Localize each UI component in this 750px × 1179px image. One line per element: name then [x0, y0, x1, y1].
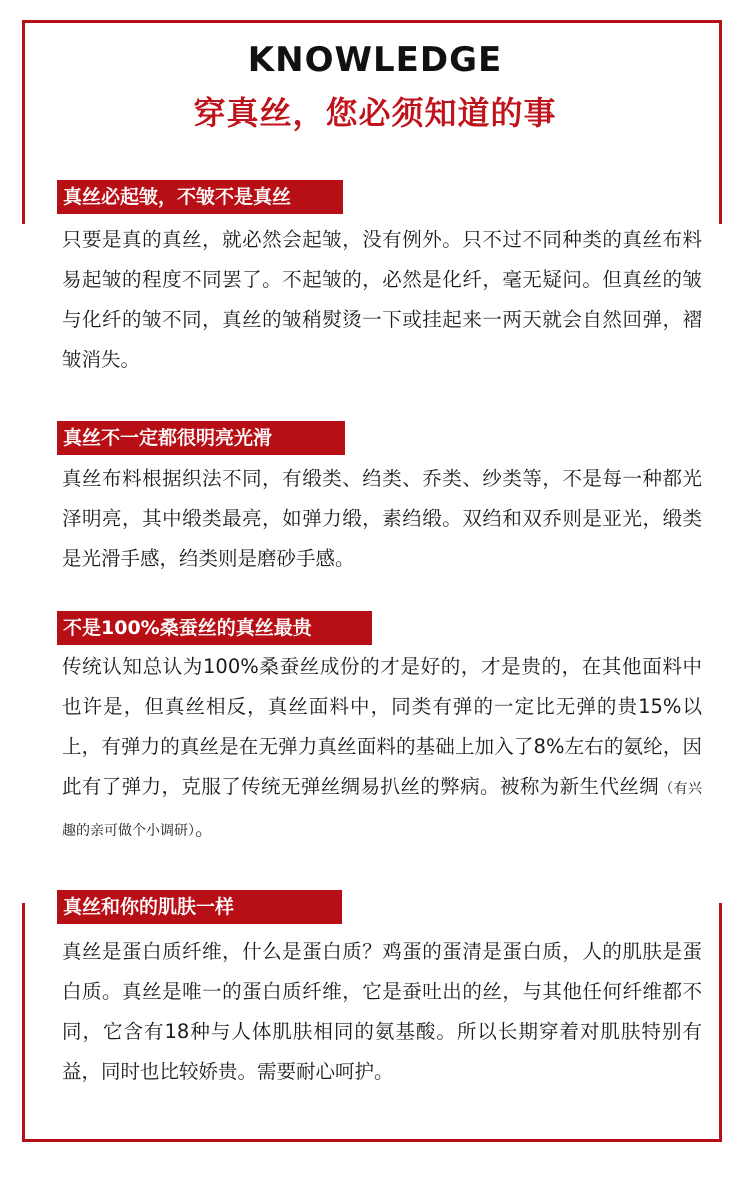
- page-title-chinese: 穿真丝，您必须知道的事: [193, 94, 557, 132]
- section-3-note: （有兴趣的亲可做个小调研）: [62, 781, 702, 839]
- section-3-label: 不是100%桑蚕丝的真丝最贵: [57, 611, 372, 645]
- frame-top-border: [22, 20, 722, 23]
- section-3-end-punctuation: 。: [195, 817, 215, 840]
- section-2-text: 真丝布料根据织法不同，有缎类、绉类、乔类、纱类等，不是每一种都光泽明亮，其中缎类最亮，如弹力缎，素绉缎。双绉和双乔则是亚光，缎类是光滑手感，绉类则是磨砂手感。: [62, 467, 702, 570]
- frame-bottom-border: [22, 1139, 722, 1142]
- section-1-text: 只要是真的真丝，就必然会起皱，没有例外。只不过不同种类的真丝布料易起皱的程度不同罢了。不起皱的，必然是化纤，毫无疑问。但真丝的皱与化纤的皱不同，真丝的皱稍熨烫一下或挂起来一两天就会自然回弹，褶皱消失。: [62, 228, 702, 371]
- frame-left-lower-border: [22, 903, 25, 1142]
- section-4-label: 真丝和你的肌肤一样: [57, 890, 342, 924]
- frame-right-lower-border: [719, 903, 722, 1142]
- section-3-text: 传统认知总认为100%桑蚕丝成份的才是好的，才是贵的，在其他面料中也许是，但真丝相反，真丝面料中，同类有弹的一定比无弹的贵15%以上，有弹力的真丝是在无弹力真丝面料的基础上加入了8%左右的氨纶，因此有了弹力，克服了传统无弹丝绸易扒丝的弊病。被称为新生代丝绸: [62, 655, 702, 798]
- section-1-label: 真丝必起皱，不皱不是真丝: [57, 180, 343, 214]
- section-4-text: 真丝是蛋白质纤维，什么是蛋白质？鸡蛋的蛋清是蛋白质，人的肌肤是蛋白质。真丝是唯一的蛋白质纤维，它是蚕吐出的丝，与其他任何纤维都不同，它含有18种与人体肌肤相同的氨基酸。所以长期穿着对肌肤特别有益，同时也比较娇贵。需要耐心呵护。: [62, 940, 702, 1083]
- page-title-english: KNOWLEDGE: [247, 40, 503, 80]
- section-2-label: 真丝不一定都很明亮光滑: [57, 421, 345, 455]
- section-3-paragraph: [62, 647, 702, 851]
